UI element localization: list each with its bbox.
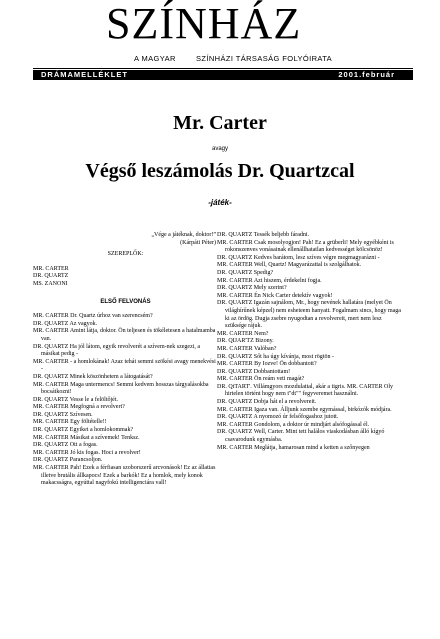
- dialogue-line: MR. CARTER - a homlokának! Azaz tehát semmi szökési avagy menekvési -: [33, 358, 216, 373]
- dialogue-line: MR. CARTER Nem?: [217, 330, 269, 337]
- title-connector: avagy: [211, 146, 228, 152]
- masthead-subtitle-right: SZÍNHÁZI TÁRSASÁG FOLYÓIRATA: [196, 54, 333, 63]
- right-column: [217, 232, 402, 452]
- dialogue-line: DR. QUARTZ Kedves barátom, lesz szíves végre megmagyarázni -: [217, 254, 380, 261]
- play-title: Mr. Carter: [173, 112, 267, 134]
- dialogue-line: MR. CARTER Egy föltételle!!: [33, 419, 107, 426]
- dialogue-line: MR. CARTER Amint látja, doktor. Ön teljesen és tökéletesen a hatalmamba van.: [33, 328, 216, 342]
- dialogue-line: MR. CARTER Megfogná a revolvert?: [33, 404, 125, 411]
- dialogue-line: DR. QUARTZ Vesse le a felöltőjét.: [33, 396, 119, 403]
- motto-source: (Kárpáti Péter): [180, 239, 216, 246]
- dialogue-line: MR. CARTER Igaza van. Álljunk szembe egymással, birkózók módjára.: [217, 406, 392, 413]
- magazine-title: SZÍNHÁZ: [106, 0, 302, 48]
- dialogue-line: MR. CARTER Azt hiszem, érdekelni fogja.: [217, 277, 322, 284]
- dialogue-line: MR. CARTER Valóban?: [217, 345, 277, 352]
- dialogue-line: DR. QUARTZ Tessék beljebb fáradni.: [217, 232, 310, 238]
- issue-date: 2001.február: [338, 70, 395, 79]
- dialogue-line: MR. CARTER By Iozve! Ön dobbantott?: [217, 361, 317, 368]
- dialogue-line: DR. QUARTZ Dobbantottam!: [217, 368, 291, 375]
- dialogue-line: MR. CARTER Én Nick Carter detektív vagyok!: [217, 292, 333, 299]
- cast-item: MR. CARTER: [33, 265, 69, 272]
- dialogue-line: MR. CARTER Csak mosolyogjon! Pah! Ez a grüberli! Mely egyébként is rokonszenves vonásainak ellenállhatatlan kedvességet kölcsönöz!: [217, 239, 394, 254]
- dialogue-line: DR. QUARTZ Ha jól látom, egyik revolverét a szívem-nek szegezi, a másikat pedig -: [33, 343, 201, 358]
- dialogue-line: MR. CARTER Dr. Quartz úrhoz van szerencsém?: [33, 313, 153, 320]
- dialogue-line: MR. CARTER Jó kis fogas. Hoci a revolver!: [33, 449, 141, 456]
- dialogue-line: DR. QUARTZ Spedig?: [217, 269, 274, 276]
- dialogue-line: DR. QUARTZ Az vagyok.: [33, 320, 98, 327]
- dialogue-line: DR. QUARTZ Parancsoljon.: [33, 457, 103, 464]
- act-heading: ELSŐ FELVONÁS: [100, 298, 151, 305]
- dialogue-line: DR. QUARTZ Minek köszönhetem a látogatását?: [33, 373, 153, 380]
- dialogue-line: DR. QUARTZ Dobja hát el a revolvereit.: [217, 399, 317, 406]
- motto: „Vége a játéknak, doktor!”: [151, 232, 216, 238]
- dialogue-line: DR. QtTART'. Villámgyors mozdulattal, akár a tigris. MR. CARTER Oly hirtelen történt hogy nem t"dt"" fegyveremet használni.: [217, 383, 394, 398]
- cast-heading: SZEREPLŐK:: [107, 251, 144, 258]
- dialogue-line: MR. CARTER Másikat a szívemek! Tenksz.: [33, 434, 140, 441]
- dialogue-line: DR. QUARTZ Well, Carter. Mint tett halálos viaskodásban álló kígyó csavarodunk egymásba.: [217, 429, 385, 444]
- dialogue-line: DR. QUARTZ Sőt ha úgy kívánja, most rögtön -: [217, 353, 334, 360]
- dialogue-line: DR. QUARTZ Egyiket a homlokommak?: [33, 427, 134, 434]
- dialogue-line: MR. CARTER Ön reám veti magát?: [217, 376, 305, 383]
- dialogue-line: MR. CARTER Meglátja, hamarosan mind a ketten a szőnyegen: [217, 444, 370, 451]
- dialogue-line: DR. QUARTZ Ott a fogas.: [33, 442, 98, 449]
- dialogue-line: MR. CARTER Gondolom, a doktor úr mindjárt alsófogással él.: [217, 421, 370, 428]
- dialogue-line: DR. QUARTZ Szívesen.: [33, 411, 93, 418]
- section-label: DRÁMAMELLÉKLET: [41, 70, 128, 79]
- section-bar: [33, 70, 413, 80]
- masthead-subtitle-left: A MAGYAR: [134, 54, 176, 63]
- play-genre: -játék-: [208, 198, 232, 207]
- dialogue-line: DR. QUARTZ A nyomozó úr felsőfogashoz jutott.: [217, 414, 339, 421]
- left-column: [33, 232, 218, 488]
- masthead-rule: [33, 68, 413, 69]
- cast-item: DR. QUARTZ: [33, 273, 69, 280]
- dialogue-line: DR. QIJAR'TZ Bizony.: [217, 338, 274, 345]
- dialogue-line: DR. QUARTZ Igazán sajnálom, Mr., hogy nevének hallatára (melyet Ön világhírűnek képzel) nem esheteem hanyatt. Fogalmam sincs, hogy maga ki az ördög. Dugja zsebre nyugodtan a revolvereit, mert nem lesz szüksége rájuk.: [217, 300, 401, 330]
- play-subtitle: Végső leszámolás Dr. Quartzcal: [85, 160, 355, 182]
- dialogue-line: MR. CARTER Maga untermencs! Semmi kedvem hosszas tárgyalásokba bocsátkozni!: [33, 381, 209, 396]
- dialogue-line: MR. CARTER Well, Quartz! Magyarázattal is szolgálhatok.: [217, 262, 362, 269]
- cast-item: MS. ZANONI: [33, 280, 68, 287]
- dialogue-line: MR. CARTER Pah! Ezek a férfiasan szoborszerű arcvonások! Ez az állatias illetve brutális állkapocs! Ezek a barkók! Ez a homlok, mely konok makacsságra, egyúttal nagyfokú intelligenciára vall!: [33, 465, 216, 487]
- dialogue-line: DR. QUARTZ Mely szerint?: [217, 285, 287, 292]
